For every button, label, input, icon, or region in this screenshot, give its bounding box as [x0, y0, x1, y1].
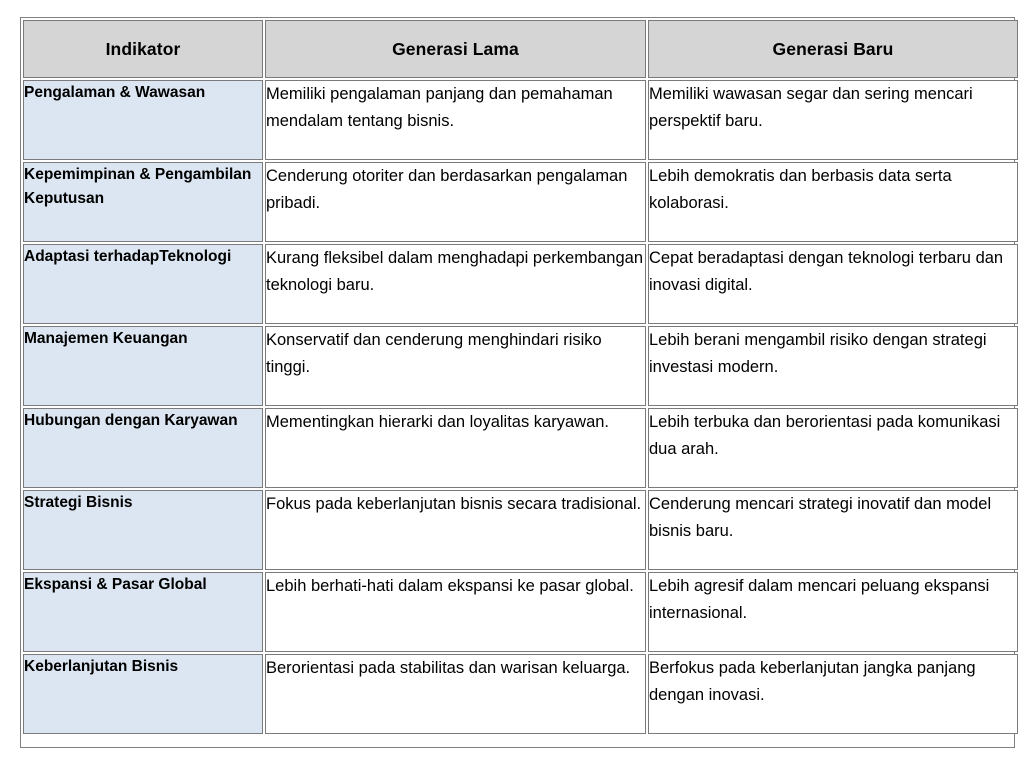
indicator-cell — [23, 654, 263, 734]
indicator-label: Pengalaman & Wawasan — [24, 84, 206, 101]
generasi-baru-cell — [648, 326, 1018, 406]
generasi-lama-cell — [265, 162, 646, 242]
generasi-baru-text: Lebih agresif dalam mencari peluang ekspansi internasional. — [649, 577, 990, 622]
generasi-baru-text: Berfokus pada keberlanjutan jangka panjang dengan inovasi. — [649, 659, 976, 704]
comparison-table — [21, 18, 1020, 736]
indicator-label: Ekspansi & Pasar Global — [24, 576, 207, 593]
table-row — [23, 572, 1018, 652]
generasi-baru-cell — [648, 162, 1018, 242]
generasi-lama-cell — [265, 326, 646, 406]
generasi-baru-text: Memiliki wawasan segar dan sering mencari perspektif baru. — [649, 85, 973, 130]
generasi-lama-cell — [265, 408, 646, 488]
generasi-baru-cell — [648, 408, 1018, 488]
table-row — [23, 244, 1018, 324]
indicator-cell — [23, 326, 263, 406]
generasi-baru-text: Lebih terbuka dan berorientasi pada komunikasi dua arah. — [649, 413, 1001, 458]
comparison-table-container — [20, 17, 1015, 748]
generasi-lama-text: Memiliki pengalaman panjang dan pemahaman mendalam tentang bisnis. — [266, 85, 613, 130]
generasi-baru-cell — [648, 244, 1018, 324]
generasi-lama-text: Kurang fleksibel dalam menghadapi perkembangan teknologi baru. — [266, 249, 643, 294]
generasi-lama-cell — [265, 80, 646, 160]
indicator-label: Kepemimpinan & Pengambilan Keputusan — [24, 166, 252, 208]
table-row — [23, 162, 1018, 242]
generasi-lama-text: Mementingkan hierarki dan loyalitas karyawan. — [266, 413, 610, 431]
indicator-label: Strategi Bisnis — [24, 494, 133, 511]
indicator-cell — [23, 408, 263, 488]
column-header-indikator — [23, 20, 263, 78]
table-header-row — [23, 20, 1018, 78]
indicator-cell — [23, 572, 263, 652]
generasi-baru-cell — [648, 490, 1018, 570]
table-header — [23, 20, 1018, 78]
column-header-generasi-lama-label: Generasi Lama — [392, 38, 519, 59]
table-row — [23, 490, 1018, 570]
indicator-label: Hubungan dengan Karyawan — [24, 412, 238, 429]
indicator-label: Keberlanjutan Bisnis — [24, 658, 179, 675]
table-row — [23, 326, 1018, 406]
table-body — [23, 80, 1018, 734]
generasi-baru-text: Cepat beradaptasi dengan teknologi terbaru dan inovasi digital. — [649, 249, 1004, 294]
indicator-cell — [23, 490, 263, 570]
generasi-baru-text: Lebih demokratis dan berbasis data serta kolaborasi. — [649, 167, 952, 212]
generasi-baru-text: Cenderung mencari strategi inovatif dan model bisnis baru. — [649, 495, 992, 540]
generasi-lama-text: Fokus pada keberlanjutan bisnis secara tradisional. — [266, 495, 642, 513]
generasi-lama-text: Konservatif dan cenderung menghindari risiko tinggi. — [266, 331, 602, 376]
indicator-label: Manajemen Keuangan — [24, 330, 188, 347]
table-row — [23, 408, 1018, 488]
generasi-baru-cell — [648, 80, 1018, 160]
indicator-label: Adaptasi terhadapTeknologi — [24, 248, 232, 265]
column-header-generasi-lama — [265, 20, 646, 78]
indicator-cell — [23, 162, 263, 242]
generasi-lama-text: Lebih berhati-hati dalam ekspansi ke pasar global. — [266, 577, 634, 595]
generasi-lama-cell — [265, 490, 646, 570]
generasi-lama-text: Berorientasi pada stabilitas dan warisan keluarga. — [266, 659, 631, 677]
indicator-cell — [23, 80, 263, 160]
generasi-lama-text: Cenderung otoriter dan berdasarkan pengalaman pribadi. — [266, 167, 628, 212]
generasi-lama-cell — [265, 572, 646, 652]
generasi-lama-cell — [265, 244, 646, 324]
column-header-generasi-baru — [648, 20, 1018, 78]
generasi-baru-cell — [648, 572, 1018, 652]
column-header-generasi-baru-label: Generasi Baru — [772, 38, 894, 59]
table-row — [23, 80, 1018, 160]
generasi-lama-cell — [265, 654, 646, 734]
generasi-baru-text: Lebih berani mengambil risiko dengan strategi investasi modern. — [649, 331, 987, 376]
indicator-cell — [23, 244, 263, 324]
generasi-baru-cell — [648, 654, 1018, 734]
table-row — [23, 654, 1018, 734]
column-header-indikator-label: Indikator — [105, 38, 181, 59]
